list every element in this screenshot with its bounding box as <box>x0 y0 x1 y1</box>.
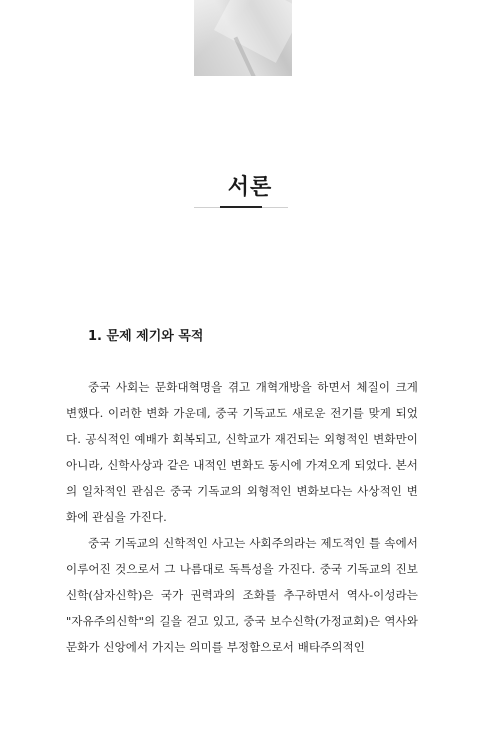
paragraph: 중국 사회는 문화대혁명을 겪고 개혁개방을 하면서 체질이 크게 변했다. 이러한 변화 가운데, 중국 기독교도 새로운 전기를 맞게 되었다. 공식적인 예배가 회복되고, 신학교가 재건되는 외형적인 변화만이 아니라, 신학사상과 같은 내적인 변화도 동시에 가져오게 되었다. 본서의 일차적인 관심은 중국 기독교의 외형적인 변화보다는 사상적인 변화에 관심을 가진다. <box>66 380 418 524</box>
body-text <box>66 374 418 660</box>
title-divider-accent <box>220 206 262 208</box>
chapter-title: 서론 <box>227 175 273 200</box>
section-heading: 1. 문제 제기와 목적 <box>88 329 204 344</box>
title-divider <box>194 207 288 208</box>
decorative-header-image <box>194 0 292 76</box>
paragraph: 중국 기독교의 신학적인 사고는 사회주의라는 제도적인 틀 속에서 이루어진 것으로서 그 나름대로 독특성을 가진다. 중국 기독교의 진보신학(삼자신학)은 국가 권력과의 조화를 추구하면서 역사-이성라는 "자유주의신학"의 길을 걷고 있고, 중국 보수신학(가정교회)은 역사와 문화가 신앙에서 가지는 의미를 부정함으로서 배타주의적인 <box>66 536 418 654</box>
